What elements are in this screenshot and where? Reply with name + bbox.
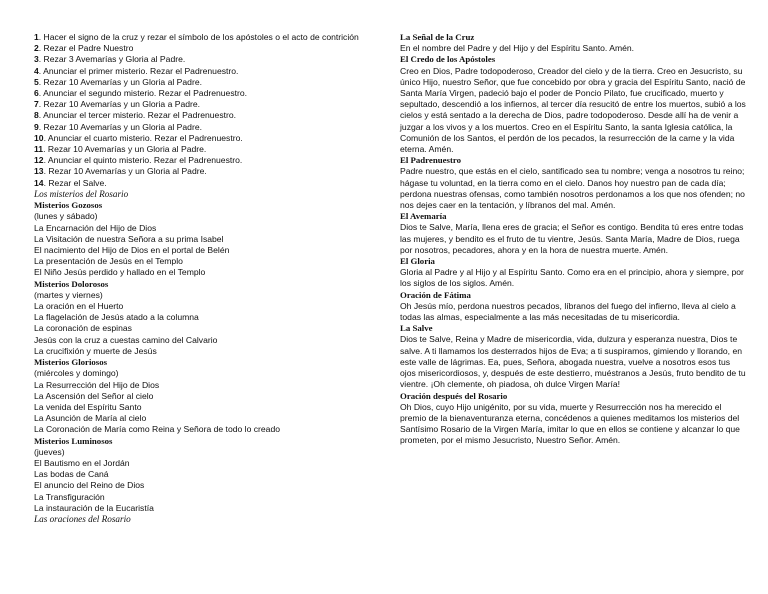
list-item: La Encarnación del Hijo de Dios	[34, 222, 157, 233]
list-item: La Coronación de María como Reina y Señora de todo lo creado	[34, 424, 281, 435]
senal-title: La Señal de la Cruz	[400, 32, 475, 42]
fatima-text: Oh Jesús mío, perdona nuestros pecados, líbranos del fuego del infierno, lleva al cielo a todas las almas, especialmente a las más necesitadas de tu misericordia.	[400, 300, 736, 323]
step-1: 1. Hacer el signo de la cruz y rezar el símbolo de los apóstoles o el acto de contrición	[34, 32, 359, 42]
list-item: La flagelación de Jesús atado a la columna	[34, 312, 199, 323]
gloriosos-days: (miércoles y domingo)	[34, 368, 119, 379]
step-11: 11. Rezar 10 Avemarías y un Gloria al Padre.	[34, 144, 207, 155]
list-item: La Transfiguración	[34, 491, 105, 502]
step-7: 7. Rezar 10 Avemarías y un Gloria a Padre.	[34, 99, 201, 110]
list-item: La Ascensión del Señor al cielo	[34, 390, 154, 401]
step-13: 13. Rezar 10 Avemarías y un Gloria al Padre.	[34, 166, 207, 177]
fatima-title: Oración de Fátima	[400, 289, 471, 300]
list-item: La Asunción de María al cielo	[34, 413, 147, 424]
step-6: 6. Anunciar el segundo misterio. Rezar el Padrenuestro.	[34, 88, 248, 99]
gloria-text: Gloria al Padre y al Hijo y al Espíritu Santo. Como era en el principio, ahora y siempre, por los siglos de los siglos. Amén.	[400, 267, 744, 289]
gloriosos-title: Misterios Gloriosos	[34, 357, 108, 368]
credo-text: Creo en Dios, Padre todopoderoso, Creador del cielo y de la tierra. Creo en Jesucristo, su único Hijo, nuestro Señor, que fue concebido por obra y gracia del Espíritu Santo, nació de Santa María Virgen, padeció bajo el poder de Poncio Pilato, fue crucificado, muerto y sepultado, descendió a los infiernos, al tercer día resucitó de entre los muertos, subió a los cielos y está sentado a la derecha de Dios, padre todopoderoso. Desde allí ha de venir a juzgar a los vivos y a los muertos. Creo en el Espíritu Santo, la santa Iglesia católica, la Comunión de los Santos, el perdón de los pecados, la resurrección de la carne y la vida eterna. Amén.	[400, 65, 746, 155]
gozosos-days: (lunes y sábado)	[34, 211, 98, 222]
list-item: El anuncio del Reino de Dios	[34, 480, 145, 491]
luminosos-days: (jueves)	[34, 446, 65, 457]
padrenuestro-title: El Padrenuestro	[400, 155, 462, 166]
oracion-despues-text: Oh Dios, cuyo Hijo unigénito, por su vida, muerte y Resurrección nos ha merecido el premio de la bienaventuranza eterna, concédenos a quienes meditamos los misterios del Santísimo Rosario de la Virgen María, imitar lo que en ellos se contiene y alcanzar lo que prometen, por el mismo Jesucristo, Nuestro Señor. Amén.	[400, 401, 740, 446]
credo-title: El Credo de los Apóstoles	[400, 54, 496, 65]
list-item: La Resurrección del Hijo de Dios	[34, 379, 160, 390]
mysteries-heading: Los misterios del Rosario	[34, 188, 129, 199]
step-4: 4. Anunciar el primer misterio. Rezar el Padrenuestro.	[34, 65, 239, 76]
gloria-title: El Gloria	[400, 256, 435, 267]
step-8: 8. Anunciar el tercer misterio. Rezar el Padrenuestro.	[34, 110, 237, 121]
luminosos-title: Misterios Luminosos	[34, 435, 113, 446]
list-item: La oración en el Huerto	[34, 301, 124, 312]
list-item: El nacimiento del Hijo de Dios en el portal de Belén	[34, 245, 230, 256]
step-9: 9. Rezar 10 Avemarías y un Gloria al Padre.	[34, 121, 202, 132]
avemaria-title: El Avemaría	[400, 211, 447, 222]
gozosos-title: Misterios Gozosos	[34, 200, 103, 211]
list-item: El Bautismo en el Jordán	[34, 457, 130, 468]
step-5: 5. Rezar 10 Avemarías y un Gloria al Padre.	[34, 76, 202, 87]
senal-text: En el nombre del Padre y del Hijo y del Espíritu Santo. Amén.	[400, 43, 635, 54]
oracion-despues-title: Oración después del Rosario	[400, 390, 508, 401]
list-item: La crucifixión y muerte de Jesús	[34, 345, 157, 356]
list-item: La presentación de Jesús en el Templo	[34, 256, 183, 267]
step-14: 14. Rezar el Salve.	[34, 177, 107, 188]
step-2: 2. Rezar el Padre Nuestro	[34, 43, 134, 54]
list-item: La Visitación de nuestra Señora a su prima Isabel	[34, 233, 224, 244]
dolorosos-days: (martes y viernes)	[34, 289, 103, 300]
list-item: La venida del Espíritu Santo	[34, 401, 142, 412]
list-item: La instauración de la Eucaristía	[34, 502, 154, 513]
padrenuestro-text: Padre nuestro, que estás en el cielo, santificado sea tu nombre; venga a nosotros tu reino; hágase tu voluntad, en la tierra como en el cielo. Danos hoy nuestro pan de cada día; perdona nuestras ofensas, como también nosotros perdonamos a los que nos ofenden; no nos dejes caer en la tentación, y líbranos del mal. Amén.	[400, 166, 745, 211]
list-item: Jesús con la cruz a cuestas camino del Calvario	[34, 334, 218, 345]
prayers-heading: Las oraciones del Rosario	[34, 513, 131, 524]
step-10: 10. Anunciar el cuarto misterio. Rezar el Padrenuestro.	[34, 132, 243, 143]
dolorosos-title: Misterios Dolorosos	[34, 278, 109, 289]
salve-text: Dios te Salve, Reina y Madre de misericordia, vida, dulzura y esperanza nuestra, Dios te salve. A ti llamamos los desterrados hijos de Eva; a ti suspiramos, gimiendo y llorando, en este valle de lágrimas. Ea, pues, Señora, abogada nuestra, vuelve a nosotros esos tus ojos misericordiosos, y, después de este destierro, muéstranos a Jesús, fruto bendito de tu vientre. ¡Oh clemente, oh piadosa, oh dulce Virgen María!	[400, 334, 746, 390]
salve-title: La Salve	[400, 323, 433, 334]
step-12: 12. Anunciar el quinto misterio. Rezar el Padrenuestro.	[34, 155, 243, 166]
list-item: Las bodas de Caná	[34, 469, 109, 480]
avemaria-text: Dios te Salve, María, llena eres de gracia; el Señor es contigo. Bendita tú eres entre todas las mujeres, y bendito es el fruto de tu vientre, Jesús. Santa María, Madre de Dios, ruega por nosotros, pecadores, ahora y en la hora de nuestra muerte. Amén.	[400, 222, 744, 255]
step-3: 3. Rezar 3 Avemarías y Gloria al Padre.	[34, 54, 186, 65]
right-column	[400, 32, 748, 447]
left-column	[34, 32, 374, 525]
list-item: La coronación de espinas	[34, 323, 132, 334]
list-item: El Niño Jesús perdido y hallado en el Templo	[34, 267, 206, 278]
